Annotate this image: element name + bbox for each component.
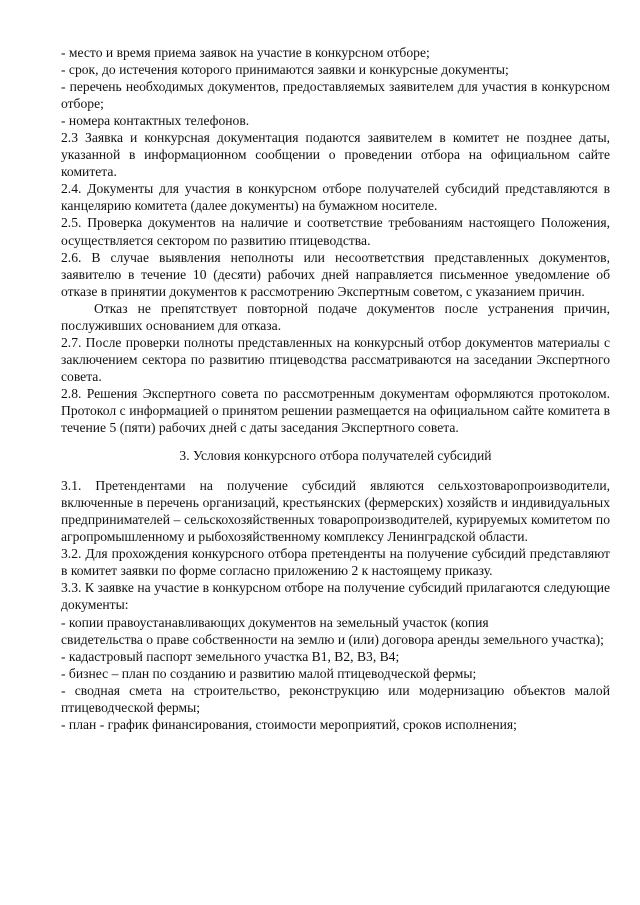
document-page [61, 44, 610, 733]
list-item: - срок, до истечения которого принимаются заявки и конкурсные документы; [61, 62, 509, 78]
paragraph: 3.2. Для прохождения конкурсного отбора претенденты на получение субсидий представляют в комитет заявки по форме согласно приложению 2 к настоящему приказу. [61, 546, 610, 579]
list-item: свидетельства о праве собственности на землю и (или) договора аренды земельного участка); [61, 631, 604, 647]
list-item: - сводная смета на строительство, реконструкцию или модернизацию объектов малой птицеводческой фермы; [61, 682, 610, 715]
section-heading: 3. Условия конкурсного отбора получателей субсидий [179, 448, 492, 464]
paragraph: 2.7. После проверки полноты представленных на конкурсный отбор документов материалы с заключением сектора по развитию птицеводства рассматриваются на заседании Экспертного совета. [61, 334, 610, 384]
paragraph: 3.3. К заявке на участие в конкурсном отборе на получение субсидий прилагаются следующие документы: [61, 580, 610, 613]
paragraph: 2.5. Проверка документов на наличие и соответствие требованиям настоящего Положения, осуществляется сектором по развитию птицеводства. [61, 215, 610, 248]
paragraph: 2.3 Заявка и конкурсная документация подаются заявителем в комитет не позднее даты, указанной в информационном сообщении о проведении отбора на официальном сайте комитета. [61, 130, 610, 180]
paragraph: 2.8. Решения Экспертного совета по рассмотренным документам оформляются протоколом. Протокол с информацией о принятом решении размещается на официальном сайте комитета в течение 5 (пяти) рабочих дней с даты заседания Экспертного совета. [61, 385, 610, 436]
paragraph: 3.1. Претендентами на получение субсидий являются сельхозтоваропроизводители, включенные в перечень организаций, крестьянских (фермерских) хозяйств и индивидуальных предпринимателей – сельскохозяйственных товаропроизводителей, курируемых комитетом по агропромышленному и рыбохозяйственному комплексу Ленинградской области. [61, 478, 610, 545]
list-item: - номера контактных телефонов. [61, 113, 250, 129]
paragraph: 2.4. Документы для участия в конкурсном отборе получателей субсидий представляются в канцелярию комитета (далее документы) на бумажном носителе. [61, 181, 610, 214]
list-item: - бизнес – план по созданию и развитию малой птицеводческой фермы; [61, 665, 477, 681]
list-item: - перечень необходимых документов, предоставляемых заявителем для участия в конкурсном отборе; [61, 79, 610, 112]
list-item: - место и время приема заявок на участие в конкурсном отборе; [61, 45, 430, 60]
list-item: - копии правоустанавливающих документов на земельный участок (копия [61, 614, 489, 630]
paragraph: Отказ не препятствует повторной подаче документов после устранения причин, послуживших основанием для отказа. [61, 300, 610, 333]
list-item: - план - график финансирования, стоимости мероприятий, сроков исполнения; [61, 716, 517, 732]
list-item: - кадастровый паспорт земельного участка В1, В2, В3, В4; [61, 648, 400, 664]
paragraph: 2.6. В случае выявления неполноты или несоответствия представленных документов, заявителю в течение 10 (десяти) рабочих дней направляется письменное уведомление об отказе в принятии документов к рассмотрению Экспертным советом, с указанием причин. [61, 249, 610, 299]
